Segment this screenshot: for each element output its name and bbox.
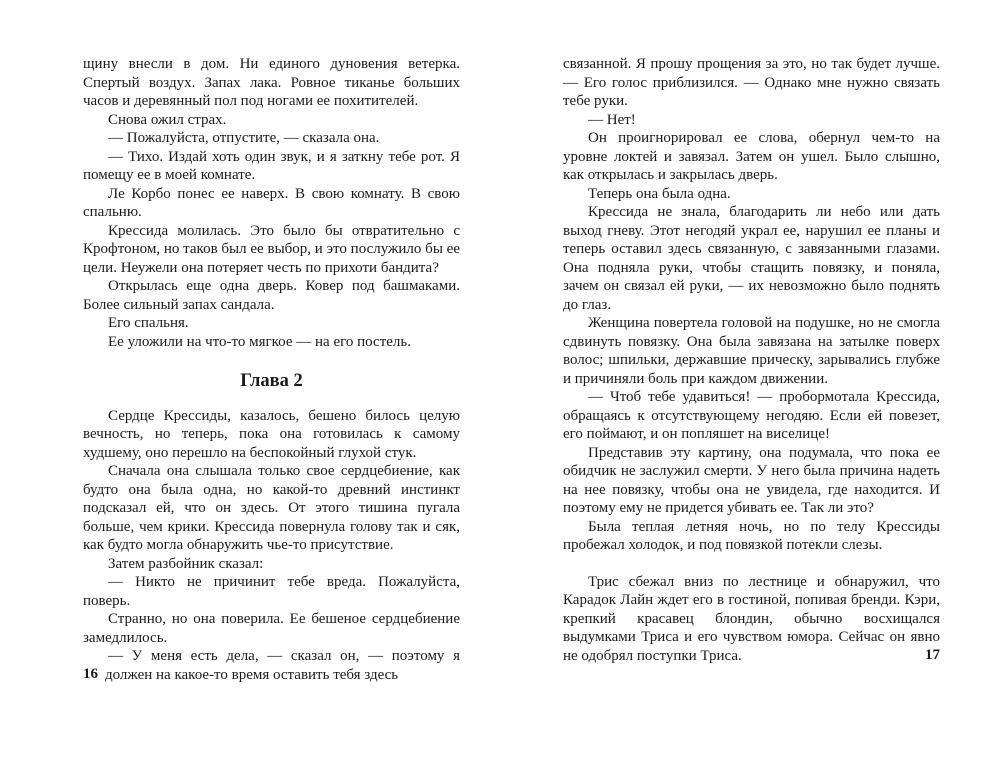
- paragraph: — Нет!: [588, 111, 636, 128]
- page-number-right: 17: [925, 647, 940, 663]
- paragraph: Сначала она слышала только свое сердцебиение, как будто она была одна, но какой-то древний инстинкт подсказал ей, что он здесь. От этого тишина пугала больше, чем крики. Крессида повернула голову так и сяк, как будто могла обнаружить чье-то присутствие.: [83, 463, 460, 553]
- paragraph: — Тихо. Издай хоть один звук, и я заткну тебе рот. Я помещу ее в моей комнате.: [83, 148, 460, 183]
- left-page-text: [83, 55, 460, 684]
- page-right: [500, 0, 1000, 764]
- paragraph: щину внесли в дом. Ни единого дуновения ветерка. Спертый воздух. Запах лака. Ровное тиканье больших часов и деревянный пол под ногами ее похитителей.: [83, 56, 460, 109]
- paragraph: связанной. Я прошу прощения за это, но так будет лучше. — Его голос приблизился. — Однако мне нужно связать тебе руки.: [563, 56, 940, 109]
- page-number-left: 16: [83, 666, 98, 682]
- paragraph: Затем разбойник сказал:: [108, 555, 264, 572]
- paragraph: Снова ожил страх.: [108, 111, 227, 128]
- right-page-text: [563, 55, 940, 665]
- paragraph: Представив эту картину, она подумала, что пока ее обидчик не заслужил смерти. У него была причина надеть на нее повязку, чтобы она не увидела, где находится. И поэтому ему не придется убивать ее. Так ли это?: [563, 444, 940, 516]
- paragraph: Женщина повертела головой на подушке, но не смогла сдвинуть повязку. Она была завязана на затылке поверх волос; шпильки, державшие прическу, зарывались глубже и причиняли боль при каждом движении.: [563, 315, 940, 387]
- paragraph: Его спальня.: [108, 315, 189, 331]
- paragraph: Ее уложили на что-то мягкое — на его постель.: [108, 333, 411, 350]
- paragraph: Крессида не знала, благодарить ли небо или дать выход гневу. Этот негодяй украл ее, нарушил ее планы и теперь оставил здесь связанную, с завязанными глазами. Она подняла руки, чтобы стащить повязку, и поняла, зачем он связал ей руки, — их невозможно было поднять до глаз.: [563, 204, 940, 313]
- paragraph: Странно, но она поверила. Ее бешеное сердцебиение замедлилось.: [83, 611, 460, 646]
- paragraph: — У меня есть дела, — сказал он, — поэтому я должен на какое-то время оставить тебя здесь: [105, 648, 460, 683]
- paragraph: Ле Корбо понес ее наверх. В свою комнату. В свою спальню.: [83, 185, 460, 220]
- paragraph: Он проигнорировал ее слова, обернул чем-то на уровне локтей и завязал. Затем он ушел. Было слышно, как открылась и закрылась дверь.: [563, 130, 940, 183]
- paragraph: — Никто не причинит тебе вреда. Пожалуйста, поверь.: [83, 574, 460, 609]
- paragraph: Крессида молилась. Это было бы отвратительно с Крофтоном, но таков был ее выбор, и это послужило бы ее цели. Неужели она потеряет честь по прихоти бандита?: [83, 222, 460, 276]
- paragraph: Теперь она была одна.: [588, 185, 731, 202]
- chapter-heading: Глава 2: [240, 371, 303, 391]
- paragraph: — Пожалуйста, отпустите, — сказала она.: [108, 130, 380, 146]
- paragraph: Трис сбежал вниз по лестнице и обнаружил, что Карадок Лайн ждет его в гостиной, попивая бренди. Кэри, крепкий красавец блондин, обычно восхищался выдумками Триса и его чувством юмора. Сейчас он явно не одобрял поступки Триса.: [563, 573, 940, 664]
- paragraph: Открылась еще одна дверь. Ковер под башмаками. Более сильный запах сандала.: [83, 278, 460, 313]
- paragraph: — Чтоб тебе удавиться! — пробормотала Крессида, обращаясь к отсутствующему негодяю. Если ей повезет, его поймают, и он попляшет на виселице!: [563, 389, 940, 442]
- paragraph: Была теплая летняя ночь, но по телу Крессиды пробежал холодок, и под повязкой потекли слезы.: [563, 518, 940, 553]
- paragraph: Сердце Крессиды, казалось, бешено билось целую вечность, но теперь, пока она готовилась к самому худшему, оно перешло на беспокойный глухой стук.: [83, 407, 460, 461]
